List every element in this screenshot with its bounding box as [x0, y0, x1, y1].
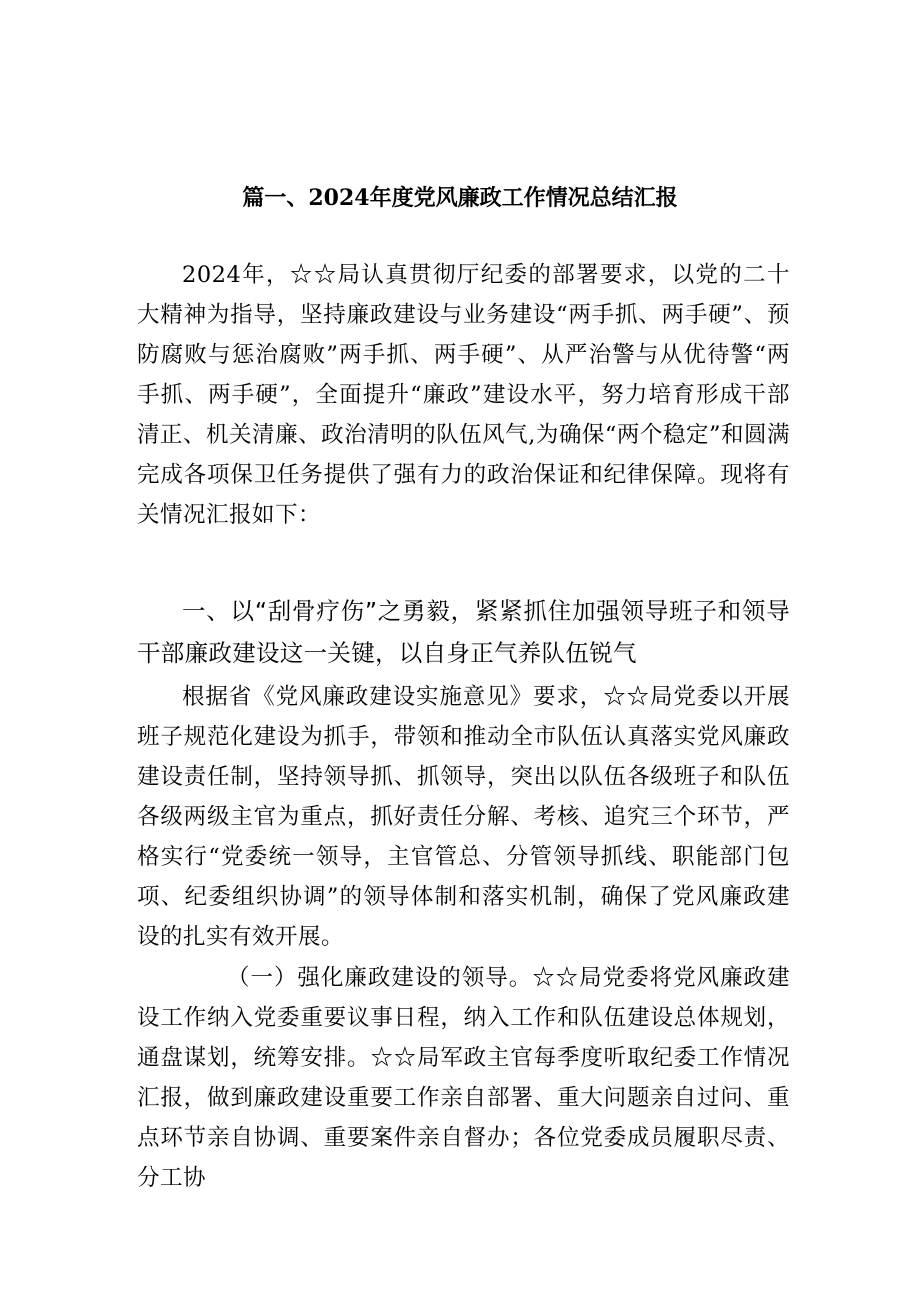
subsection-block [137, 958, 790, 1198]
document-title: 篇一、2024年度党风廉政工作情况总结汇报 [242, 185, 678, 211]
intro-block [137, 255, 790, 535]
section-body-block [137, 677, 790, 957]
section-1-body-paragraph: 根据省《党风廉政建设实施意见》要求，☆☆局党委以开展班子规范化建设为抓手，带领和推动全市队伍认真落实党风廉政建设责任制，坚持领导抓、抓领导，突出以队伍各级班子和队伍各级两级主官为重点，抓好责任分解、考核、追究三个环节，严格实行“党委统一领导，主官管总、分管领导抓线、职能部门包项、纪委组织协调”的领导体制和落实机制，确保了党风廉政建设的扎实有效开展。 [137, 684, 790, 950]
subsection-1-paragraph: （一）强化廉政建设的领导。☆☆局党委将党风廉政建设工作纳入党委重要议事日程，纳入工作和队伍建设总体规划，通盘谋划，统筹安排。☆☆局军政主官每季度听取纪委工作情况汇报，做到廉政建设重要工作亲自部署、重大问题亲自过问、重点环节亲自协调、重要案件亲自督办；各位党委成员履职尽责、分工协 [137, 965, 790, 1191]
section-heading-1: 一、以“刮骨疗伤”之勇毅，紧紧抓住加强领导班子和领导干部廉政建设这一关键，以自身正气养队伍锐气 [137, 597, 790, 667]
intro-paragraph: 2024年，☆☆局认真贯彻厅纪委的部署要求，以党的二十大精神为指导，坚持廉政建设与业务建设“两手抓、两手硬”、预防腐败与惩治腐败”两手抓、两手硬”、从严治警与从优待警“两手抓、两手硬”，全面提升“廉政”建设水平，努力培育形成干部清正、机关清廉、政治清明的队伍风气,为确保“两个稳定”和圆满完成各项保卫任务提供了强有力的政治保证和纪律保障。现将有关情况汇报如下： [137, 262, 790, 528]
section-heading-block [137, 590, 790, 674]
